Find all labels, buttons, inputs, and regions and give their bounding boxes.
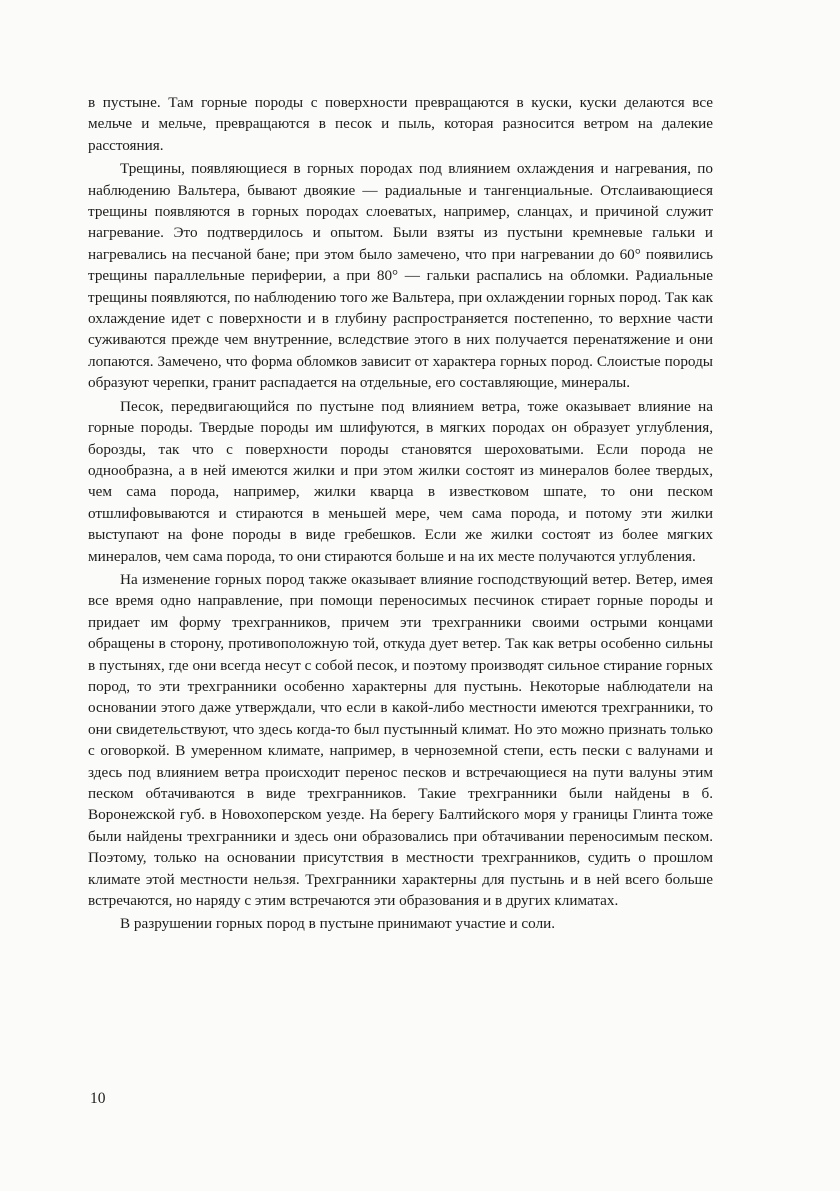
paragraph-4: На изменение горных пород также оказывает влияние господствующий ветер. Ветер, имея все время одно направление, при помощи переносимых песчинок стирает горные породы и придает им форму трехгранников, причем эти трехгранники своими острыми концами обращены в сторону, противоположную той, откуда дует ветер. Так как ветры особенно сильны в пустынях, где они всегда несут с собой песок, и поэтому производят сильное стирание горных пород, то эти трехгранники особенно характерны для пустынь. Некоторые наблюдатели на основании этого даже утверждали, что если в какой-либо местности имеются трехгранники, то они свидетельствуют, что здесь когда-то был пустынный климат. Но это можно признать только с оговоркой. В умеренном климате, например, в черноземной степи, есть пески с валунами и здесь под влиянием ветра происходит перенос песков и встречающиеся на пути валуны этим песком обтачиваются в виде трехгранников. Такие трехгранники были найдены в б. Воронежской губ. в Новохоперском уезде. На берегу Балтийского моря у границы Глинта тоже были найдены трехгранники и здесь они образовались при обтачивании переносимым песком. Поэтому, только на основании присутствия в местности трехгранников, судить о прошлом климате этой местности нельзя. Трехгранники характерны для пустынь и в ней всего больше встречаются, но наряду с этим встречаются эти образования и в других климатах. — [88, 570, 713, 910]
paragraph-2: Трещины, появляющиеся в горных породах под влиянием охлаждения и нагревания, по наблюдению Вальтера, бывают двоякие — радиальные и тангенциальные. Отслаивающиеся трещины появляются в горных породах слоеватых, например, сланцах, и причиной служит нагревание. Это подтвердилось и опытом. Были взяты из пустыни кремневые гальки и нагревались на песчаной бане; при этом было замечено, что при нагревании до 60° появились трещины параллельные периферии, а при 80° — гальки распались на обломки. Радиальные трещины появляются, по наблюдению того же Вальтера, при охлаждении горных пород. Так как охлаждение идет с поверхности и в глубину распространяется постепенно, то верхние части суживаются прежде чем внутренние, вследствие этого в них получается перенатяжение и они лопаются. Замечено, что форма обломков зависит от характера горных пород. Слоистые породы образуют черепки, гранит распадается на отдельные, его составляющие, минералы. — [88, 160, 713, 392]
body-text — [88, 92, 713, 937]
paragraph-3: Песок, передвигающийся по пустыне под влиянием ветра, тоже оказывает влияние на горные породы. Твердые породы им шлифуются, в мягких породах он образует углубления, борозды, так что с поверхности породы становятся шероховатыми. Если порода не однообразна, а в ней имеются жилки и при этом жилки состоят из минералов более твердых, чем сама порода, например, жилки кварца в известковом шпате, то они песком отшлифовываются и стираются в меньшей мере, чем сама порода, и потому эти жилки выступают на фоне породы в виде гребешков. Если же жилки состоят из более мягких минералов, чем сама порода, то они стираются больше и на их месте получаются углубления. — [88, 397, 713, 565]
paragraph-5: В разрушении горных пород в пустыне принимают участие и соли. — [120, 915, 556, 933]
paragraph-1: в пустыне. Там горные породы с поверхности превращаются в куски, куски делаются все мельче и мельче, превращаются в песок и пыль, которая разносится ветром на далекие расстояния. — [88, 94, 713, 154]
page-number: 10 — [90, 1090, 106, 1107]
